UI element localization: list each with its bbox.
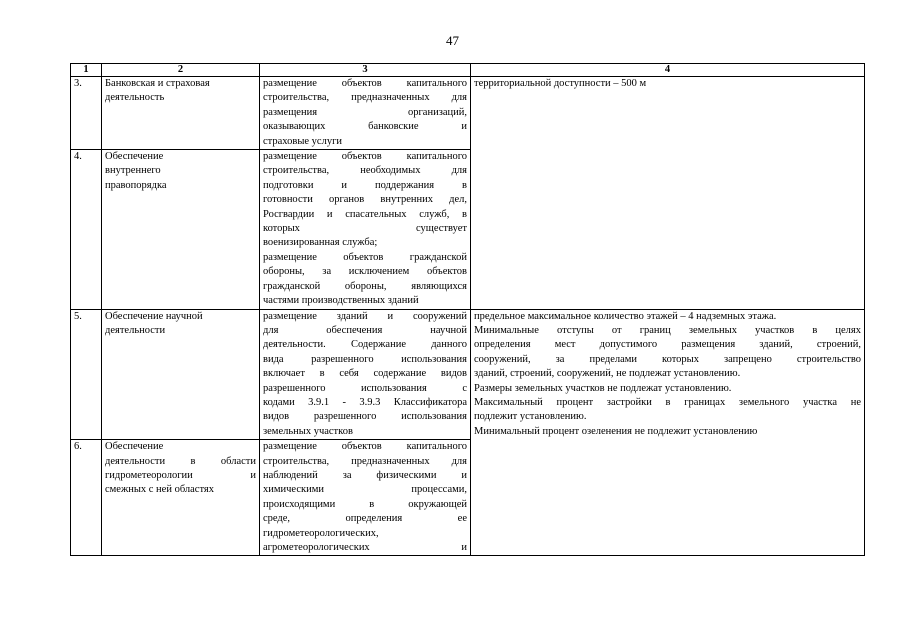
description-line: для обеспечения научной [263, 324, 467, 336]
description-line: размещение объектов капитального [263, 151, 467, 163]
description-line: обороны, за исключением объектов [263, 266, 467, 278]
description-line: агрометеорологических и [263, 542, 467, 553]
use-type-name-line: смежных с ней областях [105, 484, 214, 496]
column-header-2: 2 [102, 64, 260, 77]
description-line: химическими процессами, [263, 484, 467, 496]
description-line: вида разрешенного использования [263, 353, 467, 365]
use-type-name-line: гидрометеорологии и [105, 469, 256, 481]
description-line: гражданской обороны, являющихся [263, 280, 467, 292]
description-line: происходящими в окружающей [263, 498, 467, 510]
row-number: 5. [71, 309, 102, 440]
description-line: включает в себя содержание видов [263, 368, 467, 380]
page-number: 47 [446, 33, 459, 48]
use-type-name [102, 309, 260, 440]
use-type-description [260, 150, 471, 309]
parameters-line: Максимальный процент застройки в границах земельного участка не [474, 396, 861, 408]
description-line: размещение объектов капитального [263, 441, 467, 453]
column-header-1: 1 [71, 64, 102, 77]
parameters-line: Минимальный процент озеленения не подлежит установлению [474, 425, 758, 437]
use-type-name [102, 77, 260, 150]
use-type-name-line: Обеспечение [105, 441, 164, 453]
description-line: видов разрешенного использования [263, 411, 467, 423]
parameters-line: подлежит установлению. [474, 411, 587, 423]
column-header-3: 3 [260, 64, 471, 77]
description-line: наблюдений за физическими и [263, 469, 467, 481]
description-line: строительства, необходимых для [263, 165, 467, 177]
description-line: разрешенного использования с [263, 382, 467, 394]
use-type-name-line: деятельности [105, 324, 166, 336]
description-line: частями производственных зданий [263, 295, 419, 307]
parameters-text: территориальной доступности – 500 м [474, 78, 647, 89]
column-header-4: 4 [471, 64, 865, 77]
use-type-description [260, 309, 471, 440]
description-line: готовности органов внутренних дел, [263, 194, 467, 206]
description-line: оказывающих банковские и [263, 121, 467, 133]
description-line: страховые услуги [263, 135, 343, 147]
use-type-name-line: внутреннего [105, 165, 161, 177]
use-type-name [102, 440, 260, 556]
land-use-table [70, 63, 865, 556]
description-line: которых существует [263, 223, 467, 235]
parameters-line: определения мест допустимого размещения зданий, строений, [474, 339, 861, 351]
use-type-description [260, 77, 471, 150]
parameters-cell [471, 77, 865, 310]
table-row [71, 309, 865, 440]
description-line: земельных участков [263, 425, 353, 437]
table-row [71, 77, 865, 150]
parameters-line: предельное максимальное количество этажей – 4 надземных этажа. [474, 310, 777, 322]
description-line: среде, определения ее [263, 513, 467, 525]
row-number: 4. [71, 150, 102, 309]
use-type-name [102, 150, 260, 309]
parameters-cell [471, 309, 865, 556]
description-line: размещение объектов гражданской [263, 251, 467, 263]
parameters-line: Минимальные отступы от границ земельных участков в целях [474, 324, 861, 336]
description-line: размещения организаций, [263, 106, 467, 118]
use-type-name-line: Обеспечение [105, 151, 164, 163]
use-type-name-line: деятельность [105, 92, 165, 104]
use-type-name-line: Обеспечение научной [105, 310, 203, 322]
description-line: гидрометеорологических, [263, 527, 379, 539]
row-number: 3. [71, 77, 102, 150]
parameters-line: Размеры земельных участков не подлежат установлению. [474, 382, 732, 394]
description-line: военизированная служба; [263, 237, 378, 249]
description-line: деятельности. Содержание данного [263, 339, 467, 351]
parameters-line: сооружений, за пределами которых запрещено строительство [474, 353, 861, 365]
description-line: Росгвардии и спасательных служб, в [263, 208, 467, 220]
use-type-description [260, 440, 471, 556]
table-header-row [71, 64, 865, 77]
description-line: строительства, предназначенных для [263, 455, 467, 467]
use-type-name-line: правопорядка [105, 179, 167, 191]
description-line: размещение объектов капитального [263, 78, 467, 89]
description-line: кодами 3.9.1 - 3.9.3 Классификатора [263, 396, 467, 408]
description-line: строительства, предназначенных для [263, 92, 467, 104]
description-line: подготовки и поддержания в [263, 179, 467, 191]
description-line: размещение зданий и сооружений [263, 310, 467, 322]
parameters-line: зданий, строений, сооружений, не подлежат установлению. [474, 368, 741, 380]
use-type-name-line: Банковская и страховая [105, 78, 210, 89]
row-number: 6. [71, 440, 102, 556]
use-type-name-line: деятельности в области [105, 455, 256, 467]
